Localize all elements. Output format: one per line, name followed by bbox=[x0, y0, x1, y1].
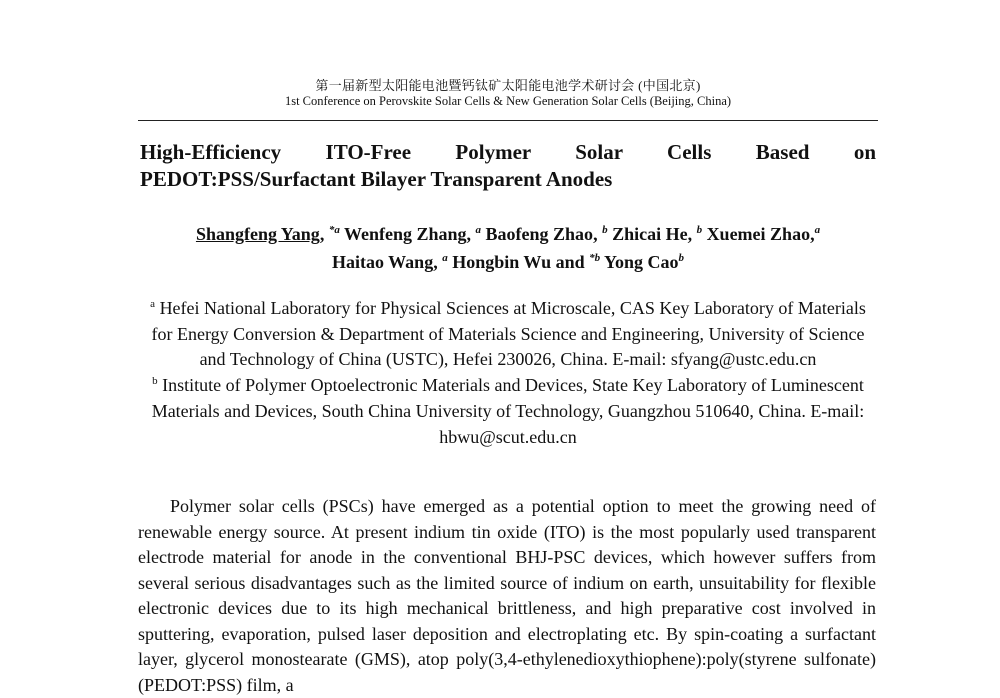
abstract-paragraph: Polymer solar cells (PSCs) have emerged as a potential option to meet the growing need of renewable energy source. At present indium tin oxide (ITO) is the most popularly used transparent electrode material for anode in the conventional BHJ-PSC devices, which however suffers from several serious disadvantages such as the limited source of indium on earth, unsuitability for flexible electronic devices due to its high mechanical brittleness, and high preparative cost involved in sputtering, evaporation, pulsed laser deposition and electroplating etc. By spin-coating a surfactant layer, glycerol monostearate (GMS), atop poly(3,4-ethylenedioxythiophene):poly(styrene sulfonate) (PEDOT:PSS) film, a bbox=[138, 496, 876, 695]
affiliation-b bbox=[140, 373, 876, 450]
author-affiliation-mark: a bbox=[814, 224, 821, 236]
author-affiliation-mark: *b bbox=[589, 252, 601, 264]
author-affiliation-mark: a bbox=[475, 224, 482, 236]
affiliation-a bbox=[140, 296, 876, 373]
author-affiliation-mark: b bbox=[602, 224, 608, 236]
affiliation-a-text: Hefei National Laboratory for Physical Sciences at Microscale, CAS Key Laboratory of Materials for Energy Conversion & Department of Materials Science and Engineering, University of Science and Technology of China (USTC), Hefei 230026, China. E-mail: sfyang@ustc.edu.cn bbox=[151, 298, 866, 370]
author-separator: , bbox=[593, 224, 603, 244]
author-separator: , bbox=[810, 224, 815, 244]
affiliation-b-mark: b bbox=[152, 375, 158, 388]
author-name: Hongbin Wu bbox=[452, 252, 552, 272]
author-separator: , bbox=[466, 224, 476, 244]
conference-title-chinese: 第一届新型太阳能电池暨钙钛矿太阳能电池学术研讨会 (中国北京) bbox=[315, 78, 701, 93]
author-separator: , bbox=[433, 252, 443, 272]
author-name: Zhicai He bbox=[612, 224, 688, 244]
header-divider bbox=[138, 120, 878, 121]
affiliation-a-mark: a bbox=[150, 298, 156, 310]
author-separator: , bbox=[687, 224, 697, 244]
author-affiliation-mark: a bbox=[442, 252, 448, 264]
paper-title-line-2: PEDOT:PSS/Surfactant Bilayer Transparent Anodes bbox=[140, 167, 613, 191]
paper-title bbox=[140, 139, 876, 193]
author-name: Baofeng Zhao bbox=[485, 224, 594, 244]
author-name: Wenfeng Zhang bbox=[344, 224, 467, 244]
author-name: Xuemei Zhao bbox=[706, 224, 811, 244]
author-affiliation-mark: b bbox=[678, 252, 684, 264]
affiliations bbox=[140, 296, 876, 450]
conference-title-english: 1st Conference on Perovskite Solar Cells & New Generation Solar Cells (Beijing, China) bbox=[284, 94, 732, 108]
author-list bbox=[140, 220, 876, 276]
conference-header bbox=[140, 78, 876, 109]
author-name-presenter: Shangfeng Yang bbox=[195, 224, 320, 244]
author-name: Haitao Wang bbox=[332, 252, 434, 272]
author-separator: , bbox=[319, 224, 329, 244]
paper-title-line-1: High-Efficiency ITO-Free Polymer Solar Cells Based on bbox=[140, 140, 876, 164]
author-affiliation-mark: b bbox=[696, 224, 703, 236]
author-affiliation-mark: *a bbox=[328, 224, 340, 236]
affiliation-b-text: Institute of Polymer Optoelectronic Materials and Devices, State Key Laboratory of Luminescent Materials and Devices, South China University of Technology, Guangzhou 510640, China. E-mail: hbwu@scut.edu.cn bbox=[151, 375, 865, 447]
author-separator: and bbox=[551, 252, 590, 272]
author-line-2 bbox=[140, 248, 876, 276]
author-line-1 bbox=[140, 220, 876, 248]
author-name: Yong Cao bbox=[603, 252, 679, 272]
